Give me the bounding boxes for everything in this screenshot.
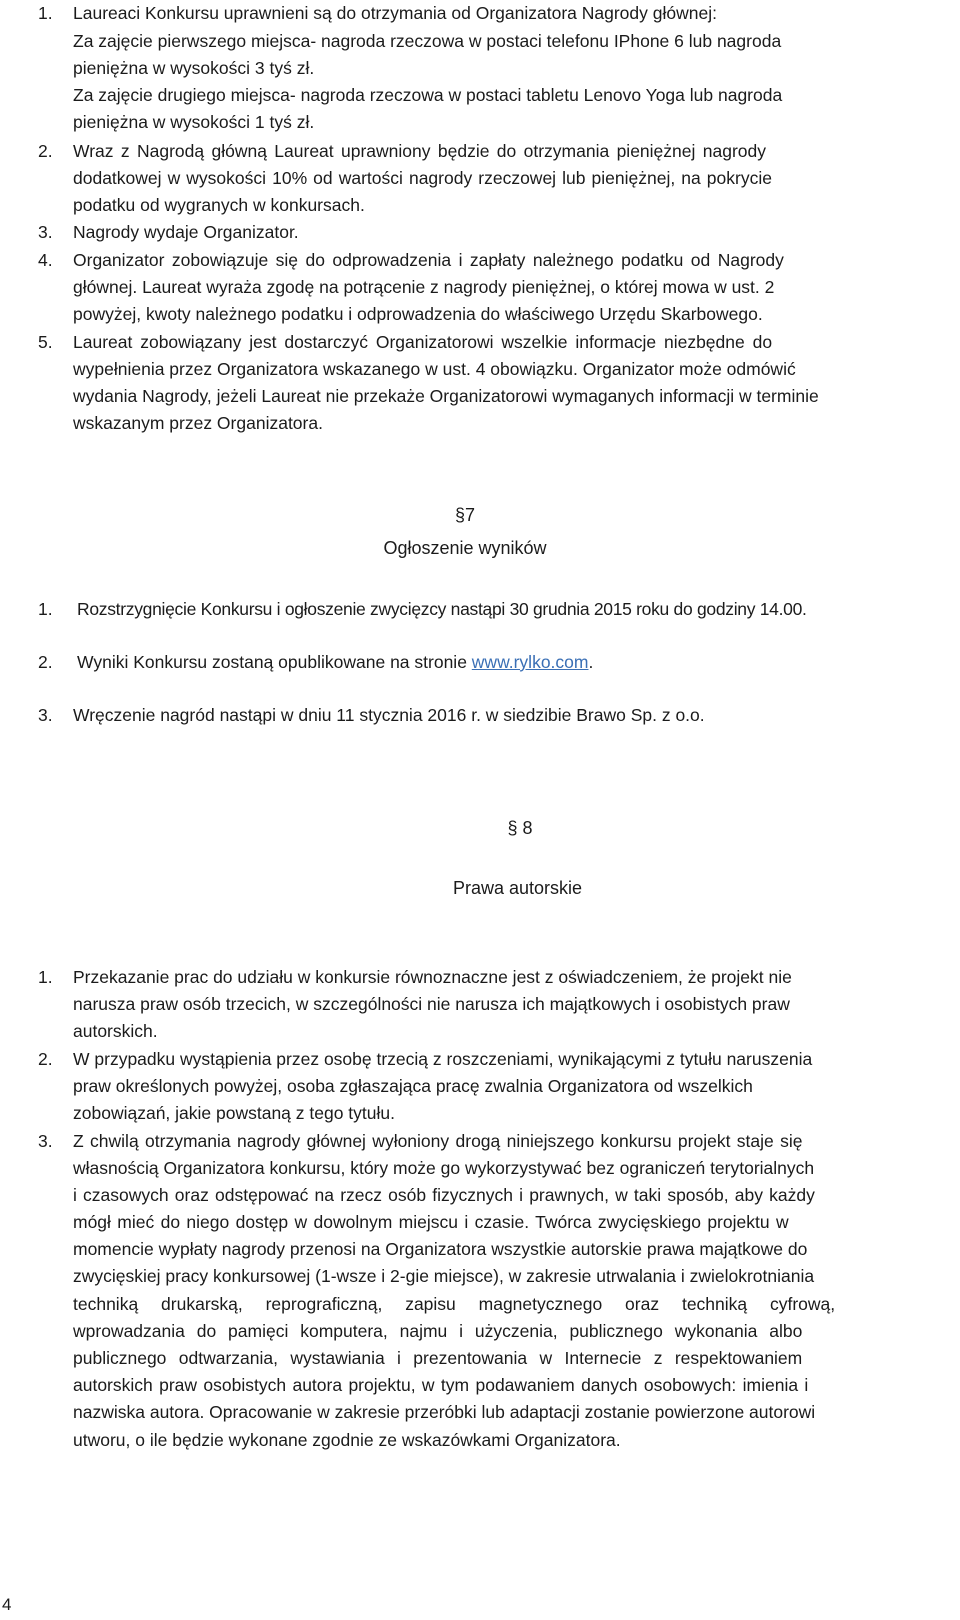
text-line: Wraz z Nagrodą główną Laureat uprawniony będzie do otrzymania pieniężnej nagrody [73, 141, 766, 161]
text-line: zwycięskiej pracy konkursowej (1-wsze i 2-gie miejsce), w zakresie utrwalania i zwielokrotniania [73, 1266, 815, 1286]
text-line: głównej. Laureat wyraża zgodę na potrącenie z nagrody pieniężnej, o której mowa w ust. 2 [73, 277, 775, 297]
item-number: 3. [38, 705, 53, 725]
text-line: wprowadzania do pamięci komputera, najmu i użyczenia, publicznego wykonania albo [73, 1321, 803, 1341]
text-line: Nagrody wydaje Organizator. [73, 222, 299, 242]
text-line: pieniężna w wysokości 1 tyś zł. [73, 112, 315, 132]
section-8-symbol: § 8 [507, 818, 533, 838]
text-line: wypełnienia przez Organizatora wskazanego w ust. 4 obowiązku. Organizator może odmówić [73, 359, 796, 379]
text-line: autorskich. [73, 1021, 158, 1041]
text-line: dodatkowej w wysokości 10% od wartości nagrody rzeczowej lub pieniężnej, na pokrycie [73, 168, 772, 188]
text-line: praw określonych powyżej, osoba zgłaszająca pracę zwalnia Organizatora od wszelkich [73, 1076, 753, 1096]
section-7-title: Ogłoszenie wyników [383, 538, 547, 558]
text-line [77, 651, 593, 673]
text-line: Wręczenie nagród nastąpi w dniu 11 stycznia 2016 r. w siedzibie Brawo Sp. z o.o. [73, 705, 705, 725]
item-number: 5. [38, 332, 53, 352]
text-line: powyżej, kwoty należnego podatku i odprowadzenia do właściwego Urzędu Skarbowego. [73, 304, 763, 324]
item-number: 2. [38, 1049, 53, 1069]
item-number: 3. [38, 1131, 53, 1151]
section-8-title: Prawa autorskie [452, 878, 583, 898]
text-line: wydania Nagrody, jeżeli Laureat nie przekaże Organizatorowi wymaganych informacji w terminie [73, 386, 819, 406]
text-line: własnością Organizatora konkursu, który może go wykorzystywać bez ograniczeń terytorialnych [73, 1158, 815, 1178]
text-line: Za zajęcie pierwszego miejsca- nagroda rzeczowa w postaci telefonu IPhone 6 lub nagroda [73, 31, 782, 51]
website-link[interactable]: www.rylko.com [471, 652, 589, 672]
text-line: Rozstrzygnięcie Konkursu i ogłoszenie zwycięzcy nastąpi 30 grudnia 2015 roku do godziny 14.00. [77, 599, 807, 619]
item-number: 3. [38, 222, 53, 242]
section-7-symbol: §7 [454, 505, 476, 525]
item-number: 4. [38, 250, 53, 270]
text-fragment: Wyniki Konkursu zostaną opublikowane na stronie [77, 652, 472, 672]
text-line: momencie wypłaty nagrody przenosi na Organizatora wszystkie autorskie prawa majątkowe do [73, 1239, 808, 1259]
text-line: Organizator zobowiązuje się do odprowadzenia i zapłaty należnego podatku od Nagrody [73, 250, 784, 270]
item-number: 2. [38, 652, 53, 672]
text-line: Za zajęcie drugiego miejsca- nagroda rzeczowa w postaci tabletu Lenovo Yoga lub nagroda [73, 85, 783, 105]
item-number: 1. [38, 967, 53, 987]
item-number: 2. [38, 141, 53, 161]
text-line: W przypadku wystąpienia przez osobę trzecią z roszczeniami, wynikającymi z tytułu naruszenia [73, 1049, 813, 1069]
text-line: zobowiązań, jakie powstaną z tego tytułu. [73, 1103, 395, 1123]
text-line: Laureaci Konkursu uprawnieni są do otrzymania od Organizatora Nagrody głównej: [73, 3, 717, 23]
text-line: utworu, o ile będzie wykonane zgodnie ze wskazówkami Organizatora. [73, 1430, 621, 1450]
text-line: publicznego odtwarzania, wystawiania i prezentowania w Internecie z respektowaniem [73, 1348, 803, 1368]
item-number: 1. [38, 599, 53, 619]
text-line: nazwiska autora. Opracowanie w zakresie przeróbki lub adaptacji zostanie powierzone autorowi [73, 1402, 816, 1422]
text-line: podatku od wygranych w konkursach. [73, 195, 365, 215]
text-line: autorskich praw osobistych autora projektu, w tym podawaniem danych osobowych: imienia i [73, 1375, 809, 1395]
text-line: narusza praw osób trzecich, w szczególności nie narusza ich majątkowych i osobistych praw [73, 994, 790, 1014]
text-line: Laureat zobowiązany jest dostarczyć Organizatorowi wszelkie informacje niezbędne do [73, 332, 773, 352]
text-line: mógł mieć do niego dostęp w dowolnym miejscu i czasie. Twórca zwycięskiego projektu w [73, 1212, 789, 1232]
text-line: pieniężna w wysokości 3 tyś zł. [73, 58, 315, 78]
text-line: Z chwilą otrzymania nagrody głównej wyłoniony drogą niniejszego konkursu projekt staje się [73, 1131, 803, 1151]
page-number: 4 [2, 1595, 12, 1614]
text-fragment: . [588, 652, 594, 672]
text-line: techniką drukarską, reprograficzną, zapisu magnetycznego oraz techniką cyfrową, [73, 1294, 836, 1314]
text-line: Przekazanie prac do udziału w konkursie równoznaczne jest z oświadczeniem, że projekt nie [73, 967, 792, 987]
text-line: wskazanym przez Organizatora. [73, 413, 323, 433]
item-number: 1. [38, 3, 53, 23]
text-line: i czasowych oraz odstępować na rzecz osób fizycznych i prawnych, w taki sposób, aby każdy [73, 1185, 815, 1205]
